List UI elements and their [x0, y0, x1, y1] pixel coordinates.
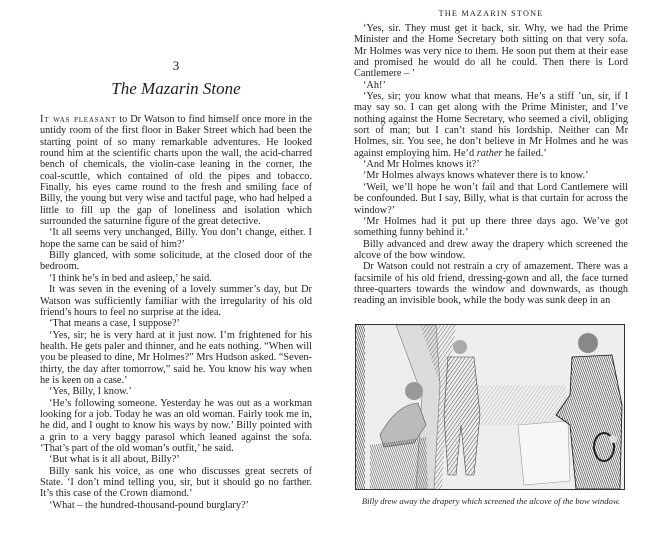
- chapter-title: The Mazarin Stone: [111, 79, 241, 98]
- illustration-caption: Billy drew away the drapery which screened the alcove of the bow window.: [361, 496, 621, 506]
- paragraph: Billy sank his voice, as one who discusses great secrets of State. ‘I don’t mind telling you, sir, but it should go no farther. It’s this case of the Crown diamond.’: [40, 465, 312, 500]
- paragraph: ‘Mr Holmes had it put up there three days ago. We’ve got something funny behind it.’: [354, 215, 628, 239]
- paragraph: ‘Ah!’: [363, 79, 386, 91]
- running-head: THE MAZARIN STONE: [438, 9, 544, 18]
- paragraph: Dr Watson could not restrain a cry of amazement. There was a facsimile of his old friend, dressing-gown and all, the face turned three-quarters towards the window and downwards, as though reading an invisible book, while the body was sunk deep in an: [354, 261, 628, 307]
- paragraph: ‘It all seems very unchanged, Billy. You don’t change, either. I hope the same can be said of him?’: [40, 227, 312, 250]
- left-page: [0, 0, 330, 540]
- paragraph: ‘Yes, sir. They must get it back, sir. Why, we had the Prime Minister and the Home Secretary both sitting on that very sofa. Mr Holmes was very nice to them. He soon put them at their ease and promised he would do all he could. Then there is Lord Cantlemere – ’: [354, 23, 628, 80]
- illustration: [355, 324, 625, 490]
- paragraph: ‘Mr Holmes always knows whatever there is to know.’: [363, 170, 589, 182]
- paragraph: ‘Weil, we’ll hope he won’t fail and that Lord Cantlemere will be confounded. But I say, Billy, what is that curtain for across the window?’: [354, 181, 628, 216]
- paragraph: Billy glanced, with some solicitude, at the closed door of the bedroom.: [40, 250, 312, 273]
- paragraph: It was pleasant to Dr Watson to find himself once more in the untidy room of the first floor in Baker Street which had been the starting point of so many remarkable adventures. He looked round him at the scientific charts upon the wall, the acid-charred bench of chemicals, the violin-case leaning in the corner, the coal-scuttle, which contained of old the pipes and tobacco. Finally, his eyes came round to the fresh and smiling face of Billy, the young but very wise and tactful page, who had helped a little to fill up the gap of loneliness and isolation which surrounded the saturnine figure of the great detective.: [40, 114, 312, 228]
- engraving-image: [356, 325, 624, 489]
- paragraph: ‘What – the hundred-thousand-pound burglary?’: [49, 499, 249, 511]
- paragraph: ‘He’s following someone. Yesterday he was out as a workman looking for a job. Today he was an old woman. Fairly took me in, he did, and I ought to know his ways by now.’ Billy pointed with a grin to a very baggy parasol which leaned against the sofa. ‘That’s part of the old woman’s outfit,’ he said.: [40, 397, 312, 454]
- paragraph: It was seven in the evening of a lovely summer’s day, but Dr Watson was sufficiently familiar with the irregularity of his old friend’s hours to feel no surprise at the idea.: [40, 284, 312, 318]
- paragraph: ‘But what is it all about, Billy?’: [49, 454, 180, 466]
- paragraph: ‘That means a case, I suppose?’: [49, 318, 180, 330]
- paragraph: ‘Yes, sir; he is very hard at it just now. I’m frightened for his health. He gets paler and thinner, and he eats nothing. “When will you be pleased to dine, Mr Holmes?” Mrs Hudson asked. “Seven-thirty, the day after tomorrow,” said he. You know his way when he is keen on a case.’: [40, 329, 312, 386]
- opening-smallcaps: It was pleasant: [40, 114, 117, 125]
- paragraph: ‘I think he’s in bed and asleep,’ he said.: [49, 272, 212, 284]
- chapter-number: 3: [172, 58, 180, 73]
- paragraph: ‘Yes, Billy, I know.’: [49, 386, 132, 398]
- paragraph: ‘And Mr Holmes knows it?’: [363, 159, 480, 171]
- right-page: [331, 0, 662, 540]
- paragraph: Billy advanced and drew away the drapery which screened the alcove of the bow window.: [354, 238, 628, 261]
- paragraph: ‘Yes, sir; you know what that means. He’s a stiff ’un, sir, if I may say so. I can get along with the Prime Minister, and I’ve nothing against the Home Secretary, who seemed a civil, obliging sort of man; but I can’t stand his lordship. Neither can Mr Holmes, sir. You see, he don’t believe in Mr Holmes and he was against employing him. He’d rather he failed.’: [354, 91, 628, 159]
- left-body-text: [40, 114, 312, 511]
- right-body-text: [354, 23, 628, 307]
- italic-word: rather: [476, 147, 503, 159]
